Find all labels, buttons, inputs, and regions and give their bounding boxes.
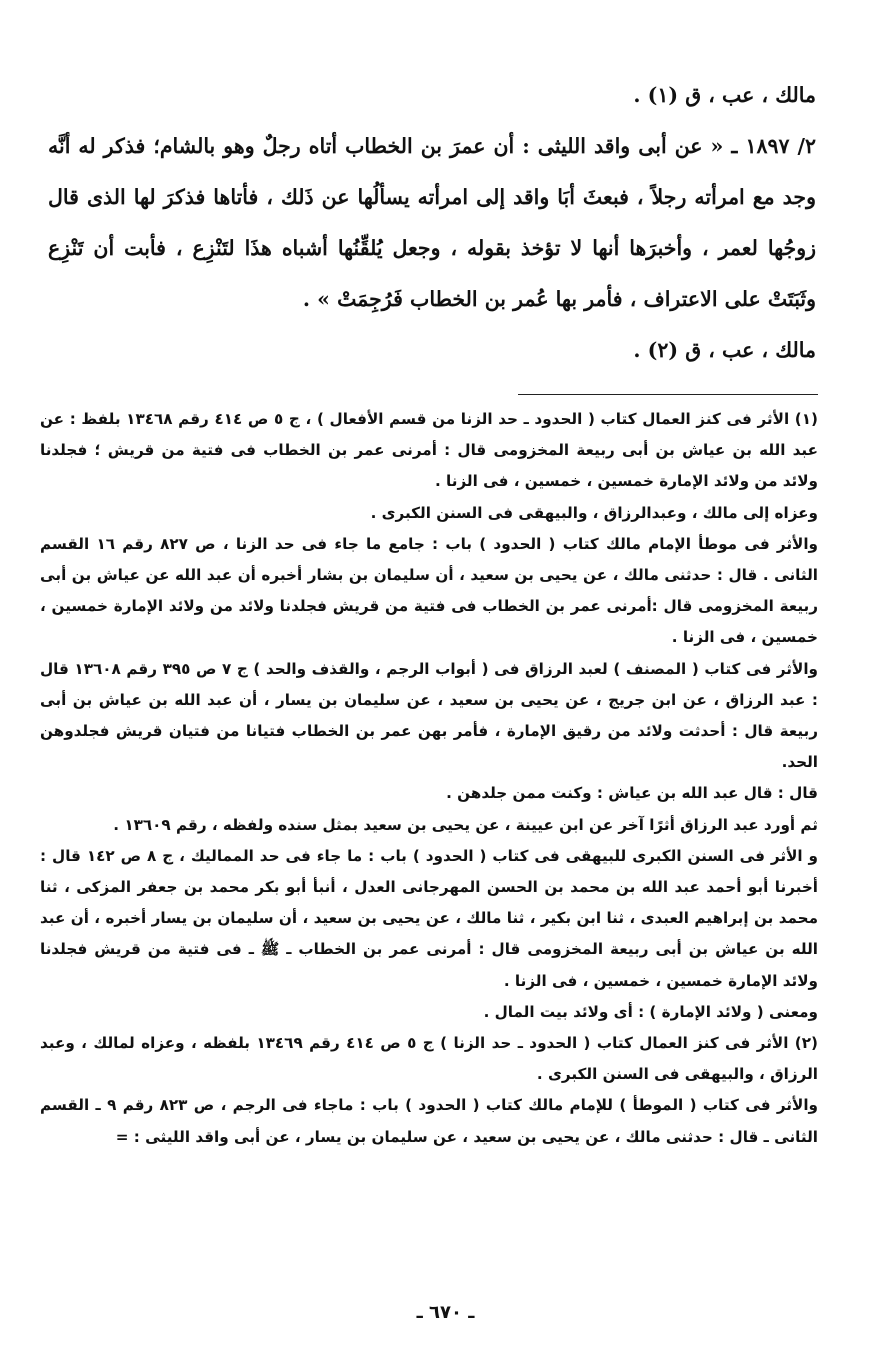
- hadith-text: ٢/ ١٨٩٧ ـ « عن أبى واقد الليثى : أن عمرَ بن الخطاب أتاه رجلٌ وهو بالشام؛ فذكر له أنَّه وجد مع امرأته رجلاً ، فبعثَ أبَا واقد إلى امرأته يسألُها عن ذَلك ، فأتاها فذكرَ لها الذى قال زوجُها لعمر ، وأخبرَها أنها لا تؤخذ بقوله ، وجعل يُلقِّنُها أشباه هذَا لتَنْزِع ، فأبت أن تَنْزِع وثَبَتَتْ على الاعتراف ، فأمر بها عُمر بن الخطاب فَرُجِمَتْ » .: [48, 134, 817, 311]
- main-text: [48, 70, 816, 376]
- page-number: ـ ٦٧٠ ـ: [416, 1302, 475, 1323]
- footnote-paragraph: والأثر فى كتاب ( الموطأ ) للإمام مالك كتاب ( الحدود ) باب : ماجاء فى الرجم ، ص ٨٢٣ رقم ٩ ـ القسم الثانى ـ قال : حدثنى مالك ، عن يحيى بن سعيد ، عن سليمان بن يسار ، عن أبى واقد الليثى : =: [40, 1096, 818, 1146]
- footnote-paragraph: والأثر فى موطأ الإمام مالك كتاب ( الحدود ) باب : جامع ما جاء فى حد الزنا ، ص ٨٢٧ رقم ١٦ القسم الثانى . قال : حدثنى مالك ، عن يحيى بن سعيد ، أن سليمان بن بشار أخبره أن عبد الله عن عياش بن أبى ربيعة المخزومى قال :أمرنى عمر بن الخطاب فى فتية من قريش فجلدنا ولائد من ولائد الإمارة خمسين ، خمسين ، فى الزنا .: [40, 534, 818, 647]
- footnote-paragraph: قال : قال عبد الله بن عياش : وكنت ممن جلدهن .: [446, 784, 818, 803]
- footnote-paragraph: وعزاه إلى مالك ، وعبدالرزاق ، والبيهقى فى السنن الكبرى .: [370, 503, 818, 522]
- footnotes: [40, 404, 818, 1153]
- source-line: مالك ، عب ، ق (١) .: [633, 83, 816, 107]
- footnote-paragraph: ومعنى ( ولائد الإمارة ) : أى ولائد بيت المال .: [483, 1002, 818, 1021]
- source-line: مالك ، عب ، ق (٢) .: [633, 338, 816, 362]
- footnote-paragraph: (١) الأثر فى كنز العمال كتاب ( الحدود ـ حد الزنا من قسم الأفعال ) ، ج ٥ ص ٤١٤ رقم ١٣٤٦٨ بلفظ : عن عبد الله بن عياش بن أبى ربيعة المخزومى قال : أمرنى عمر بن الخطاب فى فتية من قريش ؛ فجلدنا ولائد من ولائد الإمارة خمسين ، خمسين ، فى الزنا .: [40, 410, 818, 491]
- footnote-paragraph: (٢) الأثر فى كنز العمال كتاب ( الحدود ـ حد الزنا ) ج ٥ ص ٤١٤ رقم ١٣٤٦٩ بلفظه ، وعزاه لمالك ، وعبد الرزاق ، والبيهقى فى السنن الكبرى .: [40, 1034, 818, 1084]
- footnote-paragraph: ثم أورد عبد الرزاق أثرًا آخر عن ابن عيينة ، عن يحيى بن سعيد بمثل سنده ولفظه ، رقم ١٣٦٠٩ .: [113, 815, 818, 834]
- footnote-paragraph: و الأثر فى السنن الكبرى للبيهقى فى كتاب ( الحدود ) باب : ما جاء فى حد المماليك ، ج ٨ ص ١٤٢ قال : أخبرنا أبو أحمد عبد الله بن محمد بن الحسن المهرجانى العدل ، أنبأ أبو بكر محمد بن جعفر المزكى ، ثنا محمد بن إبراهيم العبدى ، ثنا ابن بكير ، ثنا مالك ، عن يحيى بن سعيد ، أن سليمان بن يسار أخبره ، أن عبد الله بن عياش بن أبى ربيعة المخزومى قال : أمرنى عمر بن الخطاب ـ ﷺ ـ فى فتية من قريش فجلدنا ولائد الإمارة خمسين ، خمسين ، فى الزنا .: [40, 846, 818, 990]
- footnote-paragraph: والأثر فى كتاب ( المصنف ) لعبد الرزاق فى ( أبواب الرجم ، والقذف والحد ) ج ٧ ص ٣٩٥ رقم ١٣٦٠٨ قال : عبد الرزاق ، عن ابن جريج ، عن يحيى بن سعيد ، عن سليمان بن يسار ، أن عبد الله بن عياش بن أبى ربيعة قال : أحدثت ولائد من رقيق الإمارة ، فأمر بهن عمر بن الخطاب فتيانا من فتيان قريش فجلدوهن الحد.: [40, 659, 818, 772]
- footnote-divider: [518, 394, 818, 395]
